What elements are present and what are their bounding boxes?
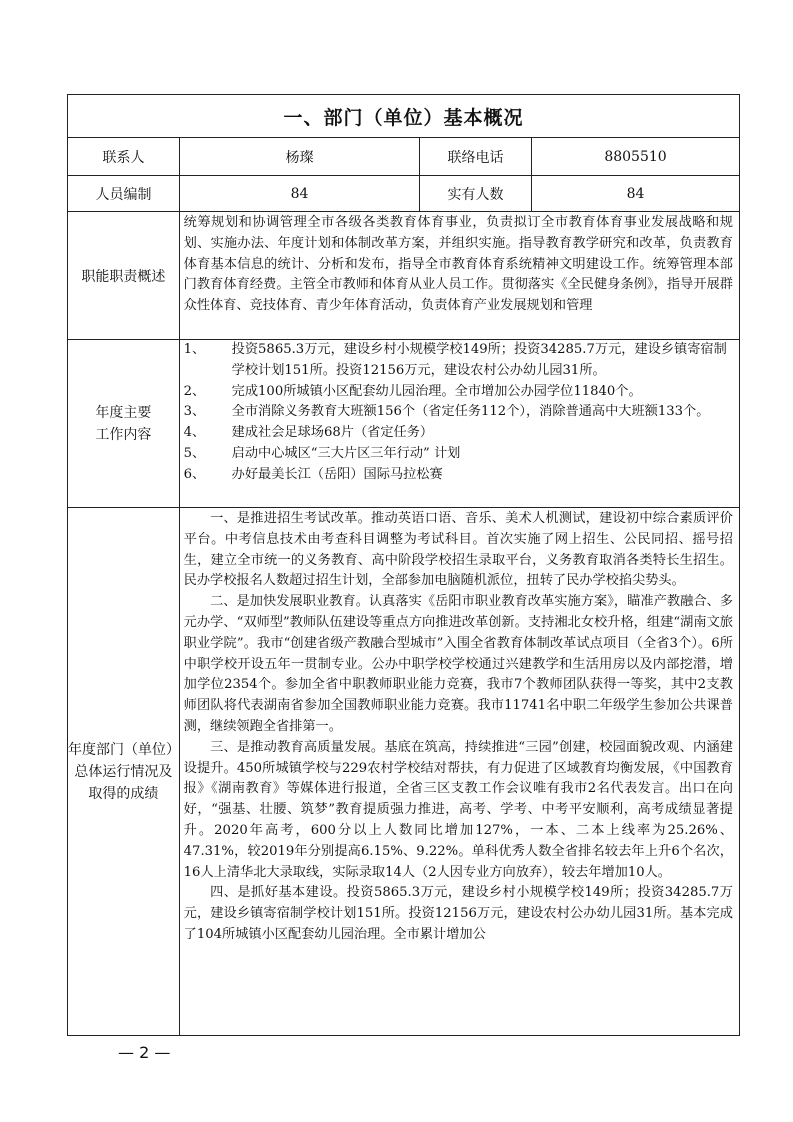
performance-paragraph: 三、是推动教育高质量发展。基底在筑高，持续推进“三园”创建，校园面貌改观、内涵建设提升。450所城镇学校与229农村学校结对帮扶，有力促进了区域教育均衡发展，《中国教育报》《湖南教育》等媒体进行报道，全省三区支教工作会议唯有我市2名代表发言。出口在向好，“强基、壮腰、筑梦”教育提质强力推进，高考、学考、中考平安顺利，高考成绩显著提升。2020年高考，600分以上人数同比增加127%，一本、二本上线率为25.26%、47.31%，较2019年分别提高6.15%、9.22%。单科优秀人数全省排名较去年上升6个名次，16人上清华北大录取线，实际录取14人（2人因专业方向放弃），较去年增加10人。 <box>183 739 733 880</box>
performance-paragraph: 四、是抓好基本建设。投资5865.3万元，建设乡村小规模学校149所；投资34285.7万元，建设乡镇寄宿制学校计划151所。投资12156万元，建设农村公办幼儿园31所。基本完成了104所城镇小区配套幼儿园治理。全市累计增加公 <box>183 885 733 942</box>
section-title-row <box>68 95 739 138</box>
list-item-number: 4、 <box>183 425 206 441</box>
staff-actual-value: 84 <box>626 185 645 202</box>
performance-label <box>68 508 180 1035</box>
list-item <box>184 423 733 444</box>
performance-row <box>68 508 739 1035</box>
phone-label: 联络电话 <box>420 138 532 175</box>
list-item-number: 3、 <box>183 404 206 420</box>
annual-work-list <box>180 340 739 486</box>
list-item <box>184 465 733 486</box>
page-number: — 2 — <box>118 1043 171 1062</box>
list-item-number: 6、 <box>183 466 206 482</box>
performance-paragraph: 二、是加快发展职业教育。认真落实《岳阳市职业教育改革实施方案》，瞄准产教融合、多元办学、“双师型”教师队伍建设等重点方向推进改革创新。支持湘北女校升格，组建“湖南文旅职业学院”。我市“创建省级产教融合型城市”入围全省教育体制改革试点项目（全省3个）。6所中职学校开设五年一贯制专业。公办中职学校学校通过兴建教学和生活用房以及内部挖潜，增加学位2354个。参加全省中职教师职业能力竞赛，我市7个教师团队获得一等奖，其中2支教师团队将代表湖南省参加全国教师职业能力竞赛。我市11741名中职二年级学生参加公共课普测，继续领跑全省排第一。 <box>183 594 733 734</box>
performance-cell <box>180 508 739 1035</box>
annual-work-label-line1: 年度主要 <box>95 404 152 421</box>
annual-work-label <box>68 340 180 507</box>
performance-label-line2: 总体运行情况及 <box>74 763 173 780</box>
list-item-text: 完成100所城镇小区配套幼儿园治理。全市增加公办园学位11840个。 <box>231 383 642 399</box>
list-item-number: 2、 <box>183 383 206 399</box>
duties-cell <box>180 212 739 339</box>
duties-label: 职能职责概述 <box>68 212 180 339</box>
duties-text: 统筹规划和协调管理全市各级各类教育体育事业，负责拟订全市教育体育事业发展战略和规划、实施办法、年度计划和体制改革方案，并组织实施。指导教育教学研究和改革，负责教育体育基本信息的统计、分析和发布，指导全市教育体育系统精神文明建设工作。统筹管理本部门教育体育经费。主管全市教师和体育从业人员工作。贯彻落实《全民健身条例》，指导开展群众性体育、竞技体育、青少年体育活动，负责体育产业发展规划和管理 <box>183 215 733 314</box>
list-item-number: 1、 <box>183 342 206 357</box>
overview-table <box>67 94 740 1036</box>
duties-row <box>68 212 739 340</box>
staff-actual-label: 实有人数 <box>420 176 532 211</box>
performance-label-line3: 取得的成绩 <box>88 785 159 802</box>
annual-work-row <box>68 340 739 508</box>
list-item-number: 5、 <box>183 445 206 461</box>
list-item-text: 建成社会足球场68片（省定任务） <box>231 425 434 441</box>
list-item-text: 投资5865.3万元，建设乡村小规模学校149所；投资34285.7万元，建设乡镇寄宿制学校计划151所。投资12156万元，建设农村公办幼儿园31所。 <box>231 342 727 378</box>
performance-text <box>180 508 739 946</box>
contact-label: 联系人 <box>68 138 180 175</box>
list-item <box>184 444 733 465</box>
staff-quota-value: 84 <box>180 176 420 211</box>
list-item-text: 全市消除义务教育大班额156个（省定任务112个），消除普通高中大班额133个。 <box>231 404 710 420</box>
annual-work-label-line2: 工作内容 <box>95 426 152 443</box>
performance-paragraph: 一、是推进招生考试改革。推动英语口语、音乐、美术人机测试，建设初中综合素质评价平台。中考信息技术由考查科目调整为考试科目。首次实施了网上招生、公民同招、摇号招生，建立全市统一的义务教育、高中阶段学校招生录取平台，义务教育取消各类特长生招生。民办学校报名人数超过招生计划，全部参加电脑随机派位，扭转了民办学校掐尖势头。 <box>183 511 733 589</box>
contact-row <box>68 138 739 176</box>
section-title: 一、部门（单位）基本概况 <box>283 106 524 129</box>
phone-value: 8805510 <box>604 148 667 165</box>
contact-name: 杨璨 <box>180 138 420 175</box>
annual-work-cell <box>180 340 739 507</box>
list-item <box>184 382 733 403</box>
performance-label-line1: 年度部门（单位） <box>68 741 180 758</box>
staff-quota-label: 人员编制 <box>68 176 180 211</box>
list-item <box>184 402 733 423</box>
list-item-text: 启动中心城区“三大片区三年行动” 计划 <box>231 445 461 461</box>
list-item-text: 办好最美长江（岳阳）国际马拉松赛 <box>231 466 443 482</box>
staff-row <box>68 176 739 212</box>
list-item <box>184 340 733 382</box>
